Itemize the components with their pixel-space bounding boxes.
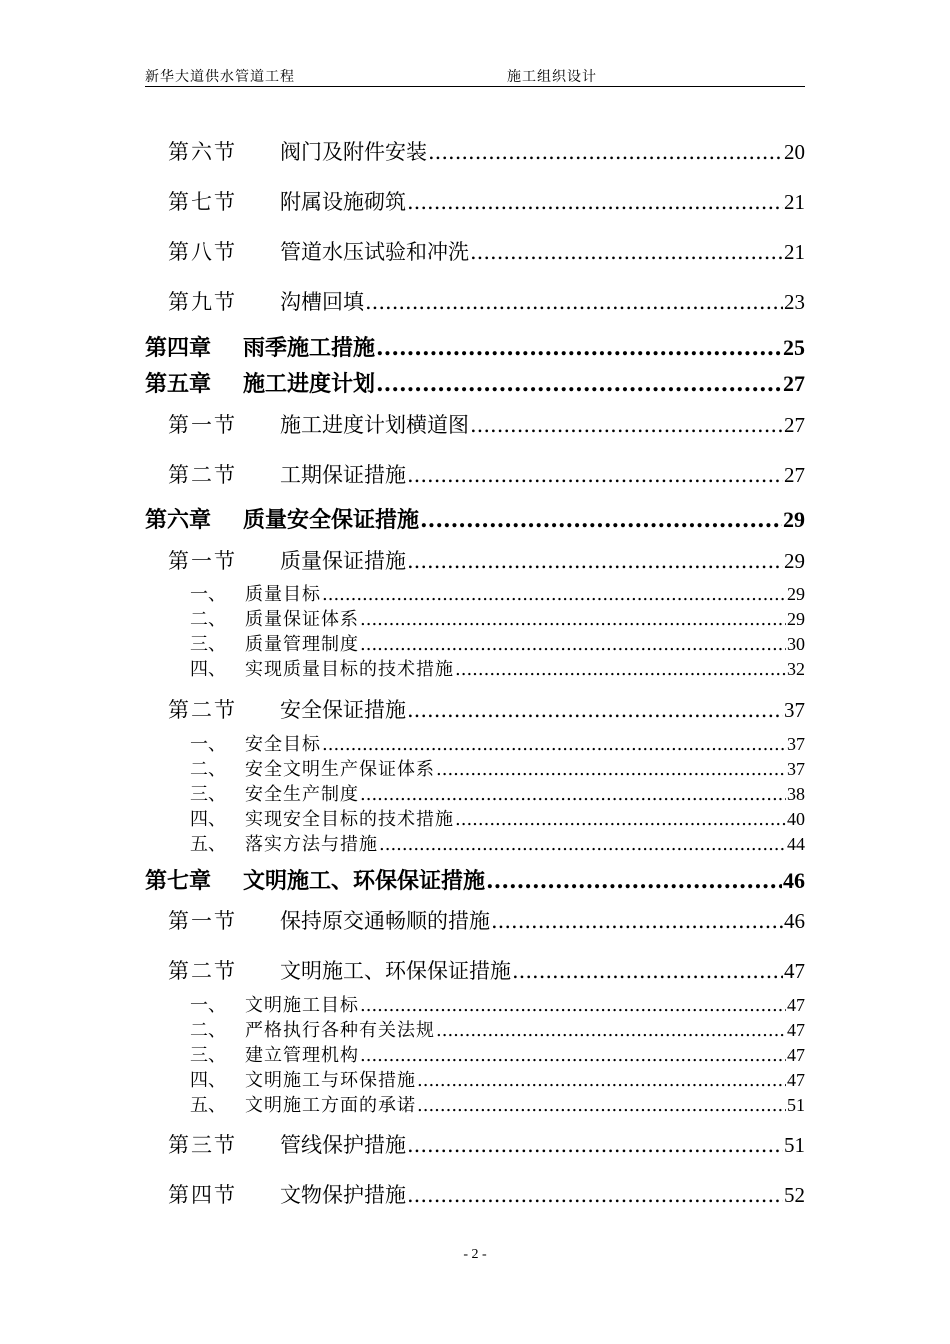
toc-dot-leader [512, 959, 783, 983]
toc-entry-page: 37 [784, 698, 805, 722]
toc-item-entry[interactable] [190, 784, 805, 805]
toc-entry-page: 27 [783, 371, 805, 396]
toc-entry-title: 保持原交通畅顺的措施 [280, 909, 490, 933]
toc-entry-page: 47 [787, 1045, 805, 1065]
toc-dot-leader [455, 810, 786, 830]
toc-item-entry[interactable] [190, 634, 805, 655]
toc-entry-number: 第二节 [168, 463, 237, 487]
toc-entry-title: 文明施工方面的承诺 [245, 1095, 416, 1116]
toc-entry-number: 二、 [190, 759, 226, 780]
toc-dot-leader [470, 413, 783, 437]
toc-entry-page: 40 [787, 809, 805, 829]
toc-entry-number: 四、 [190, 659, 226, 680]
header-document-type: 施工组织设计 [507, 69, 597, 85]
toc-dot-leader [420, 507, 782, 533]
toc-entry-title: 质量保证体系 [245, 609, 359, 630]
toc-dot-leader [407, 1133, 783, 1157]
toc-entry-page: 23 [784, 290, 805, 314]
toc-entry-page: 27 [784, 463, 805, 487]
toc-entry-page: 52 [784, 1183, 805, 1207]
toc-entry-title: 质量保证措施 [280, 549, 406, 573]
toc-entry-number: 一、 [190, 995, 226, 1016]
toc-dot-leader [322, 735, 786, 755]
toc-dot-leader [491, 909, 783, 933]
toc-entry-page: 44 [787, 834, 805, 854]
toc-entry-title: 文明施工目标 [245, 995, 359, 1016]
toc-entry-number: 第二节 [168, 698, 237, 722]
toc-item-entry[interactable] [190, 584, 805, 605]
toc-entry-number: 一、 [190, 584, 226, 605]
toc-entry-number: 四、 [190, 809, 226, 830]
toc-entry-number: 五、 [190, 1095, 226, 1116]
toc-section-entry[interactable] [168, 409, 805, 439]
toc-section-entry[interactable] [168, 459, 805, 489]
toc-entry-page: 20 [784, 140, 805, 164]
toc-entry-title: 安全生产制度 [245, 784, 359, 805]
toc-section-entry[interactable] [168, 1179, 805, 1209]
toc-item-entry[interactable] [190, 834, 805, 855]
toc-dot-leader [322, 585, 786, 605]
toc-dot-leader [428, 140, 783, 164]
toc-chapter-entry[interactable] [145, 367, 805, 398]
toc-dot-leader [436, 760, 786, 780]
toc-entry-page: 27 [784, 413, 805, 437]
toc-entry-title: 施工进度计划 [243, 371, 376, 397]
toc-entry-number: 第六章 [145, 507, 212, 533]
toc-dot-leader [417, 1071, 786, 1091]
toc-entry-number: 第八节 [168, 240, 237, 264]
toc-entry-number: 第五章 [145, 371, 212, 397]
toc-entry-page: 29 [783, 507, 805, 532]
toc-entry-page: 47 [787, 995, 805, 1015]
toc-entry-title: 工期保证措施 [280, 463, 406, 487]
toc-entry-number: 第六节 [168, 140, 237, 164]
toc-entry-page: 37 [787, 759, 805, 779]
toc-entry-title: 安全保证措施 [280, 698, 406, 722]
toc-dot-leader [407, 190, 783, 214]
toc-entry-page: 51 [784, 1133, 805, 1157]
toc-entry-number: 第七章 [145, 868, 212, 894]
toc-section-entry[interactable] [168, 955, 805, 985]
toc-dot-leader [376, 335, 782, 361]
toc-dot-leader [407, 549, 783, 573]
toc-section-entry[interactable] [168, 545, 805, 575]
toc-entry-number: 四、 [190, 1070, 226, 1091]
toc-entry-title: 文明施工、环保保证措施 [243, 868, 486, 894]
page-header [145, 64, 805, 87]
toc-dot-leader [436, 1021, 786, 1041]
toc-entry-title: 管道水压试验和冲洗 [280, 240, 469, 264]
toc-entry-page: 38 [787, 784, 805, 804]
toc-chapter-entry[interactable] [145, 331, 805, 362]
toc-item-entry[interactable] [190, 1045, 805, 1066]
toc-dot-leader [360, 785, 786, 805]
toc-entry-page: 21 [784, 240, 805, 264]
toc-entry-page: 46 [784, 909, 805, 933]
toc-dot-leader [470, 240, 783, 264]
toc-dot-leader [379, 835, 786, 855]
toc-dot-leader [376, 371, 782, 397]
toc-entry-page: 51 [787, 1095, 805, 1115]
toc-dot-leader [360, 1046, 786, 1066]
toc-item-entry[interactable] [190, 1070, 805, 1091]
toc-entry-number: 五、 [190, 834, 226, 855]
page-number-footer: - 2 - [463, 1247, 487, 1262]
toc-entry-number: 第一节 [168, 909, 237, 933]
toc-entry-page: 29 [787, 584, 805, 604]
toc-entry-page: 30 [787, 634, 805, 654]
toc-section-entry[interactable] [168, 694, 805, 724]
toc-entry-title: 安全目标 [245, 734, 321, 755]
toc-dot-leader [486, 868, 782, 894]
toc-dot-leader [407, 463, 783, 487]
toc-entry-title: 实现质量目标的技术措施 [245, 659, 454, 680]
toc-entry-page: 47 [784, 959, 805, 983]
toc-section-entry[interactable] [168, 1129, 805, 1159]
toc-dot-leader [365, 290, 783, 314]
toc-entry-page: 32 [787, 659, 805, 679]
toc-entry-number: 第一节 [168, 413, 237, 437]
toc-entry-title: 雨季施工措施 [243, 335, 376, 361]
toc-entry-title: 安全文明生产保证体系 [245, 759, 435, 780]
toc-chapter-entry[interactable] [145, 864, 805, 895]
toc-entry-title: 实现安全目标的技术措施 [245, 809, 454, 830]
toc-section-entry[interactable] [168, 286, 805, 316]
toc-entry-number: 二、 [190, 1020, 226, 1041]
toc-dot-leader [407, 1183, 783, 1207]
toc-dot-leader [360, 996, 786, 1016]
toc-entry-title: 沟槽回填 [280, 290, 364, 314]
toc-entry-number: 第二节 [168, 959, 237, 983]
toc-entry-number: 第四章 [145, 335, 212, 361]
toc-dot-leader [455, 660, 786, 680]
toc-entry-number: 第九节 [168, 290, 237, 314]
toc-entry-title: 质量目标 [245, 584, 321, 605]
toc-entry-title: 文明施工、环保保证措施 [280, 959, 511, 983]
toc-entry-number: 二、 [190, 609, 226, 630]
toc-section-entry[interactable] [168, 186, 805, 216]
toc-entry-number: 第四节 [168, 1183, 237, 1207]
toc-section-entry[interactable] [168, 236, 805, 266]
toc-item-entry[interactable] [190, 995, 805, 1016]
toc-entry-page: 37 [787, 734, 805, 754]
toc-section-entry[interactable] [168, 905, 805, 935]
header-project-name: 新华大道供水管道工程 [145, 69, 295, 85]
toc-entry-title: 质量安全保证措施 [243, 507, 420, 533]
toc-entry-page: 47 [787, 1020, 805, 1040]
toc-entry-number: 一、 [190, 734, 226, 755]
toc-entry-title: 文物保护措施 [280, 1183, 406, 1207]
toc-item-entry[interactable] [190, 759, 805, 780]
toc-dot-leader [407, 698, 783, 722]
toc-item-entry[interactable] [190, 734, 805, 755]
toc-entry-title: 文明施工与环保措施 [245, 1070, 416, 1091]
toc-entry-number: 第七节 [168, 190, 237, 214]
toc-chapter-entry[interactable] [145, 503, 805, 534]
toc-entry-page: 46 [783, 868, 805, 893]
toc-dot-leader [360, 635, 786, 655]
toc-dot-leader [360, 610, 786, 630]
toc-entry-title: 施工进度计划横道图 [280, 413, 469, 437]
toc-entry-page: 29 [787, 609, 805, 629]
toc-entry-title: 阀门及附件安装 [280, 140, 427, 164]
toc-entry-page: 21 [784, 190, 805, 214]
toc-entry-page: 25 [783, 335, 805, 360]
toc-entry-title: 管线保护措施 [280, 1133, 406, 1157]
toc-entry-page: 29 [784, 549, 805, 573]
toc-entry-title: 落实方法与措施 [245, 834, 378, 855]
toc-entry-title: 质量管理制度 [245, 634, 359, 655]
toc-entry-number: 三、 [190, 784, 226, 805]
toc-item-entry[interactable] [190, 659, 805, 680]
toc-item-entry[interactable] [190, 609, 805, 630]
toc-entry-title: 附属设施砌筑 [280, 190, 406, 214]
toc-item-entry[interactable] [190, 1095, 805, 1116]
toc-entry-page: 47 [787, 1070, 805, 1090]
toc-entry-title: 严格执行各种有关法规 [245, 1020, 435, 1041]
toc-entry-number: 三、 [190, 634, 226, 655]
toc-item-entry[interactable] [190, 809, 805, 830]
toc-dot-leader [417, 1096, 786, 1116]
toc-entry-title: 建立管理机构 [245, 1045, 359, 1066]
toc-section-entry[interactable] [168, 136, 805, 166]
toc-entry-number: 三、 [190, 1045, 226, 1066]
toc-item-entry[interactable] [190, 1020, 805, 1041]
toc-entry-number: 第一节 [168, 549, 237, 573]
toc-entry-number: 第三节 [168, 1133, 237, 1157]
